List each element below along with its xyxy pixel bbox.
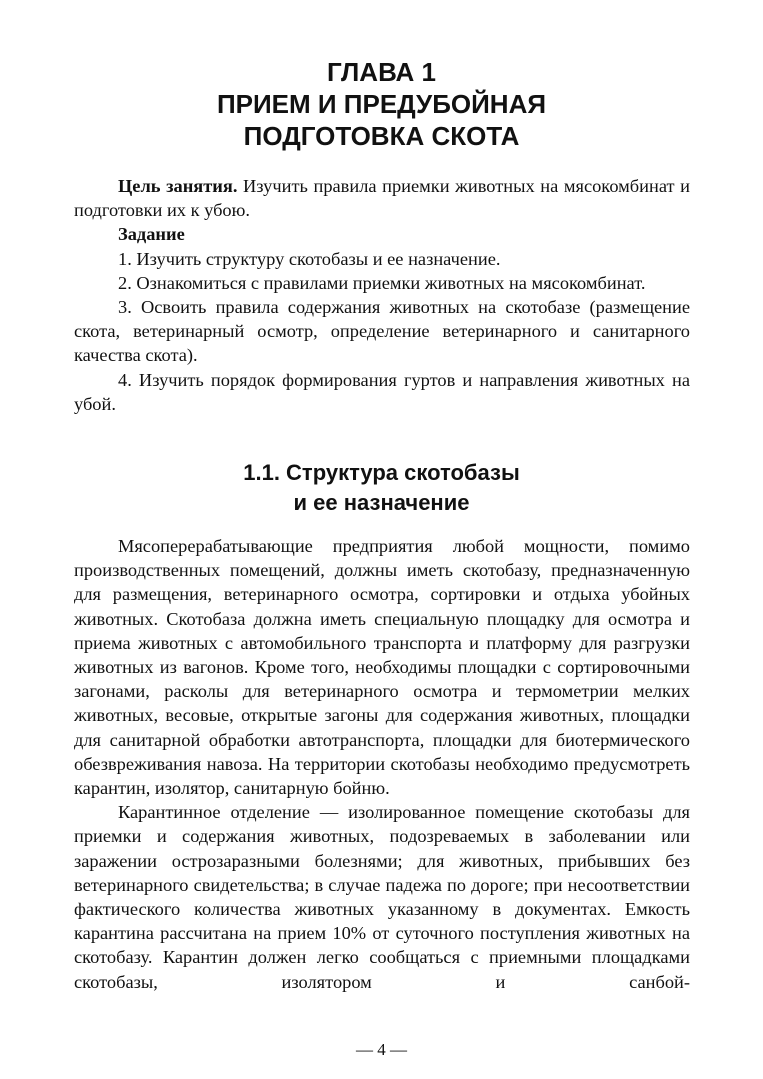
- task-item: 1. Изучить структуру скотобазы и ее назначение.: [118, 248, 501, 269]
- task-label: Задание: [118, 224, 185, 245]
- task-item: 3. Освоить правила содержания животных на скотобазе (размещение скота, ветеринарный осмотр, определение ветеринарного и санитарного качества скота).: [74, 297, 690, 366]
- intro-block: [74, 174, 690, 416]
- body-paragraph: Мясоперерабатывающие предприятия любой мощности, помимо производственных помещений, должны иметь скотобазу, предназначенную для размещения, ветеринарного осмотра, сортировки и отдыха убойных животных. Скотобаза должна иметь специальную площадку для осмотра и приема животных с автомобильного транспорта и платформу для разгрузки животных из вагонов. Кроме того, необходимы площадки с сортировочными загонами, расколы для ветеринарного осмотра и термометрии мелких животных, весовые, открытые загоны для содержания животных, площадки для санитарной обработки автотранспорта, площадки для биотермического обезвреживания навоза. На территории скотобазы необходимо предусмотреть карантин, изолятор, санитарную бойню.: [74, 536, 690, 799]
- chapter-title-line-2: ПРИЕМ И ПРЕДУБОЙНАЯ: [216, 89, 547, 119]
- section-heading-line-2: и ее назначение: [293, 490, 470, 515]
- section-heading: [0, 458, 763, 518]
- goal-paragraph: [74, 174, 690, 222]
- goal-label: Цель занятия.: [118, 176, 238, 196]
- body-paragraph: Карантинное отделение — изолированное помещение скотобазы для приемки и содержания животных, подозреваемых в заболевании или заражении острозаразными болезнями; для животных, прибывших без ветеринарного свидетельства; в случае падежа по дороге; при несоответствии фактического количества животных указанному в документах. Емкость карантина рассчитана на прием 10% от суточного поступления животных на скотобазу. Карантин должен легко сообщаться с приемными площадками скотобазы, изолятором и санбой-: [74, 802, 690, 992]
- chapter-title-line-3: ПОДГОТОВКА СКОТА: [243, 121, 520, 151]
- section-body: [74, 534, 690, 994]
- goal-text: Изучить правила приемки животных на мясокомбинат и подготовки их к убою.: [74, 176, 690, 221]
- chapter-title: [0, 56, 763, 152]
- task-item: 4. Изучить порядок формирования гуртов и направления животных на убой.: [74, 369, 690, 414]
- page-number: — 4 —: [356, 1040, 407, 1059]
- task-item: 2. Ознакомиться с правилами приемки животных на мясокомбинат.: [118, 272, 646, 293]
- section-heading-line-1: 1.1. Структура скотобазы: [243, 460, 520, 485]
- chapter-title-line-1: ГЛАВА 1: [326, 57, 437, 87]
